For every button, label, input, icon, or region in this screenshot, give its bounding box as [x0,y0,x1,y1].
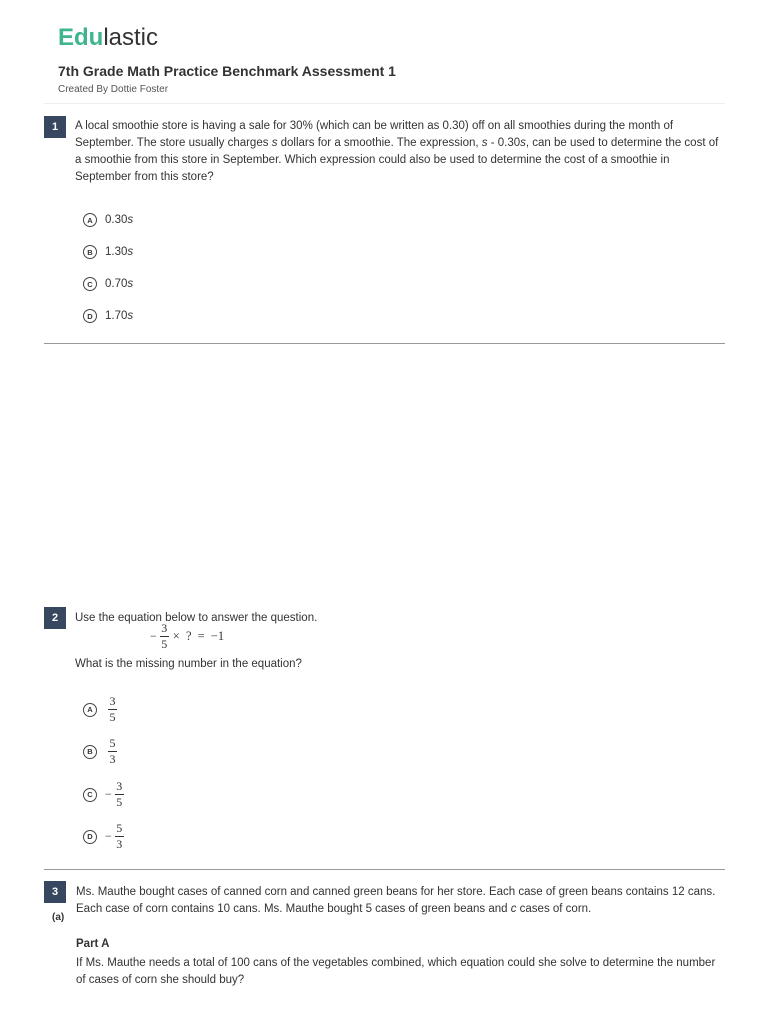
choice-value: 1.70 [105,310,128,322]
q3-text-part: cases of corn. [516,903,592,915]
fraction-denominator: 5 [109,710,116,724]
choice-radio-icon[interactable]: A [83,703,97,717]
q1-choice-a[interactable] [83,213,133,227]
choice-minus: − [105,829,112,843]
logo-lastic-text: lastic [103,24,159,51]
choice-value: 1.30 [105,246,128,258]
choice-variable: s [127,214,134,226]
fraction-denominator: 5 [161,637,168,651]
question-number-badge: 3 [44,881,66,903]
choice-radio-icon[interactable]: A [83,213,97,227]
choice-radio-icon[interactable]: C [83,277,97,291]
q3-variable: c [510,903,517,915]
choice-radio-icon[interactable]: C [83,788,97,802]
choice-fraction [115,780,124,809]
q1-text-part: dollars for a smoothie. The expression, [277,137,482,149]
edulastic-logo [58,24,158,52]
choice-value: 0.70 [105,278,128,290]
q1-text-part: - 0.30 [487,137,521,149]
question-2-prompt: What is the missing number in the equation? [75,658,302,670]
fraction-numerator: 3 [161,621,168,635]
equation-minus: − [150,629,157,643]
fraction-numerator: 3 [109,694,116,708]
q1-choice-b[interactable] [83,245,133,259]
q2-choice-a[interactable] [83,695,117,724]
q1-choice-d[interactable] [83,309,133,323]
question-sub-label: (a) [52,912,65,923]
q2-choice-d[interactable] [83,822,124,851]
choice-fraction-group [105,695,117,724]
choice-radio-icon[interactable]: B [83,745,97,759]
choice-fraction-group [105,822,124,851]
choice-minus: − [105,787,112,801]
question-2-intro: Use the equation below to answer the question. [75,612,318,624]
choice-variable: s [127,310,134,322]
q2-choice-b[interactable] [83,737,117,766]
choice-radio-icon[interactable]: D [83,830,97,844]
fraction-denominator: 3 [109,752,116,766]
question-divider [44,343,725,344]
choice-radio-icon[interactable]: D [83,309,97,323]
q3-text-part: Ms. Mauthe bought cases of canned corn and canned green beans for her store. Each case of green beans contains 12 cans. Each case of corn contains 10 cans. Ms. Mauthe bought 5 cases of green beans and [76,886,716,915]
fraction-denominator: 3 [116,837,123,851]
q1-text-part: , can be used to determine the cost of a smoothie from this store in September. Which expression could also be used to determine the cost of a smoothie in September from this store? [75,137,719,183]
choice-radio-icon[interactable]: B [83,245,97,259]
question-number-badge: 1 [44,116,66,138]
fraction-numerator: 5 [109,736,116,750]
part-a-text: If Ms. Mauthe needs a total of 100 cans of the vegetables combined, which equation could she solve to determine the number of cases of corn she should buy? [76,957,716,986]
equation-rest: × ? = −1 [172,629,225,643]
fraction-numerator: 3 [116,779,123,793]
choice-variable: s [127,278,134,290]
assessment-title: 7th Grade Math Practice Benchmark Assessment 1 [58,63,396,79]
q2-equation [150,622,224,651]
choice-variable: s [127,246,134,258]
choice-fraction-group [105,737,117,766]
choice-fraction [108,737,117,766]
question-3-text [76,884,726,918]
q1-choice-c[interactable] [83,277,133,291]
part-a-label: Part A [76,938,110,950]
q1-variable: s [481,137,488,149]
q1-text-part: A local smoothie store is having a sale for 30% (which can be written as 0.30) off on all smoothies during the month of September. The store usually charges [75,120,674,149]
fraction-numerator: 5 [116,821,123,835]
choice-value: 0.30 [105,214,128,226]
question-divider [44,869,725,870]
q1-variable: s [271,137,278,149]
header-divider [44,103,725,104]
question-number-badge: 2 [44,607,66,629]
q2-choice-c[interactable] [83,780,124,809]
choice-fraction [108,695,117,724]
choice-fraction [115,822,124,851]
logo-edu-text: Edu [58,24,104,51]
question-1-text [75,118,725,186]
q1-variable: s [520,137,526,149]
created-by: Created By Dottie Foster [58,84,169,95]
fraction-denominator: 5 [116,795,123,809]
equation-fraction [160,622,169,651]
choice-fraction-group [105,780,124,809]
